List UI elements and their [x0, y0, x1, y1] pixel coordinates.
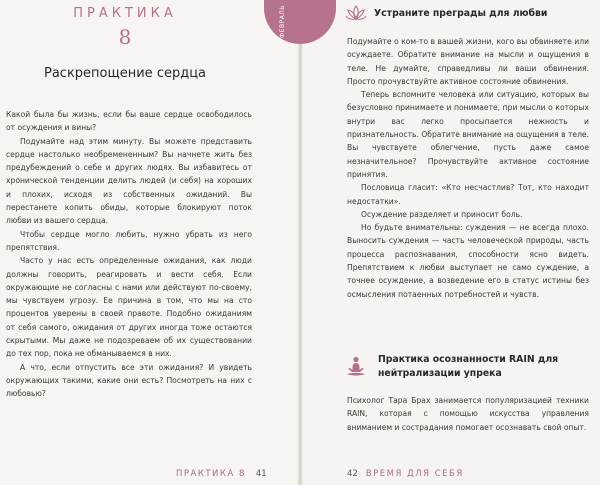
paragraph: Пословица гласит: «Кто несчастлив? Тот, кто находит недостатки». [347, 183, 589, 206]
heading-remove-barriers: Устраните преграды для любви [374, 8, 548, 19]
paragraph: Подумайте о ком-то в вашей жизни, кого вы обвиняете или осуждаете. Обратите внимание на мысли и ощущения в теле. Не думайте, справедливы ли ваши обвинения. Просто прочувствуйте активное состояние обвинения. [347, 37, 589, 86]
right-body-bottom [347, 394, 589, 434]
page-number: 41 [255, 469, 267, 479]
paragraph: Теперь вспомните человека или ситуацию, которых вы безусловно принимаете и понимаете, при мысли о которых внутри вас легко просыпается нежность и признательность. Обратите внимание на ощущения в теле. Вы чувствуете облегчение, пусть даже самое незначительное? Прочувствуйте активное состояние принятия. [347, 90, 590, 179]
left-page [0, 0, 299, 485]
right-body-top [347, 35, 589, 301]
practice-number: 8 [118, 25, 132, 49]
running-title: ВРЕМЯ ДЛЯ СЕБЯ [365, 469, 464, 479]
left-body [6, 108, 252, 401]
lotus-icon [345, 4, 367, 22]
paragraph: Психолог Тара Брах занимается популяризацией техники RAIN, которая с помощью искусства управления вниманием и сострадания помогает осознавать свой опыт. [347, 396, 589, 432]
paragraph: Подумайте над этим минуту. Вы можете представить сердце настолько необремененным? Вы начнете жить без предубеждений о себе и других людях. Вы избавитесь от хронической тенденции делить людей (и себя) на хороших и плохих, исходя из собственных ожиданий. Вы перестанете копить обиды, которые блокируют поток любви из вашего сердца. [6, 136, 252, 226]
book-gutter [297, 0, 303, 485]
paragraph: Часто у нас есть определенные ожидания, как люди должны говорить, реагировать и вести себя. Если окружающие не согласны с нами или действуют по-своему, мы чувствуем угрозу. Ее причина в том, что мы на сто процентов уверены в своей правоте. Подобно ожиданиям от себя самого, ожидания от других иногда тоже остаются скрытыми. Мы даже не подозреваем об их существовании до тех пор, пока не обманываемся в них. [6, 256, 252, 359]
heading-rain-practice: Практика осознанности RAIN для нейтрализации упрека [378, 354, 559, 379]
practice-kicker: ПРАКТИКА [73, 6, 177, 21]
right-footer [347, 469, 464, 479]
month-label: ФЕВРАЛЬ [279, 5, 286, 39]
running-title: ПРАКТИКА 8 [176, 469, 246, 479]
paragraph: Чтобы сердце могло любить, нужно убрать из него препятствия. [6, 229, 252, 252]
left-footer [176, 469, 267, 479]
paragraph: Осуждение разделяет и приносит боль. [361, 209, 523, 219]
paragraph: А что, если отпустить все эти ожидания? И увидеть окружающих такими, какие они есть? Посмотреть на них с любовью? [6, 362, 252, 399]
paragraph: Какой была бы жизнь, если бы ваше сердце освободилось от осуждения и вины? [6, 110, 252, 133]
section-title: Раскрепощение сердца [43, 66, 207, 81]
paragraph: Но будьте внимательны: суждения — не всегда плохо. Выносить суждения — часть человеческой природы, часть процесса распознавания, способности ясно видеть. Препятствием к любви выступает не само суждение, а точнее осуждение, а возведение его в статус истины без осмысления потаенных потребностей и чувств. [347, 223, 589, 299]
meditation-icon [344, 355, 368, 379]
page-number: 42 [347, 469, 358, 479]
